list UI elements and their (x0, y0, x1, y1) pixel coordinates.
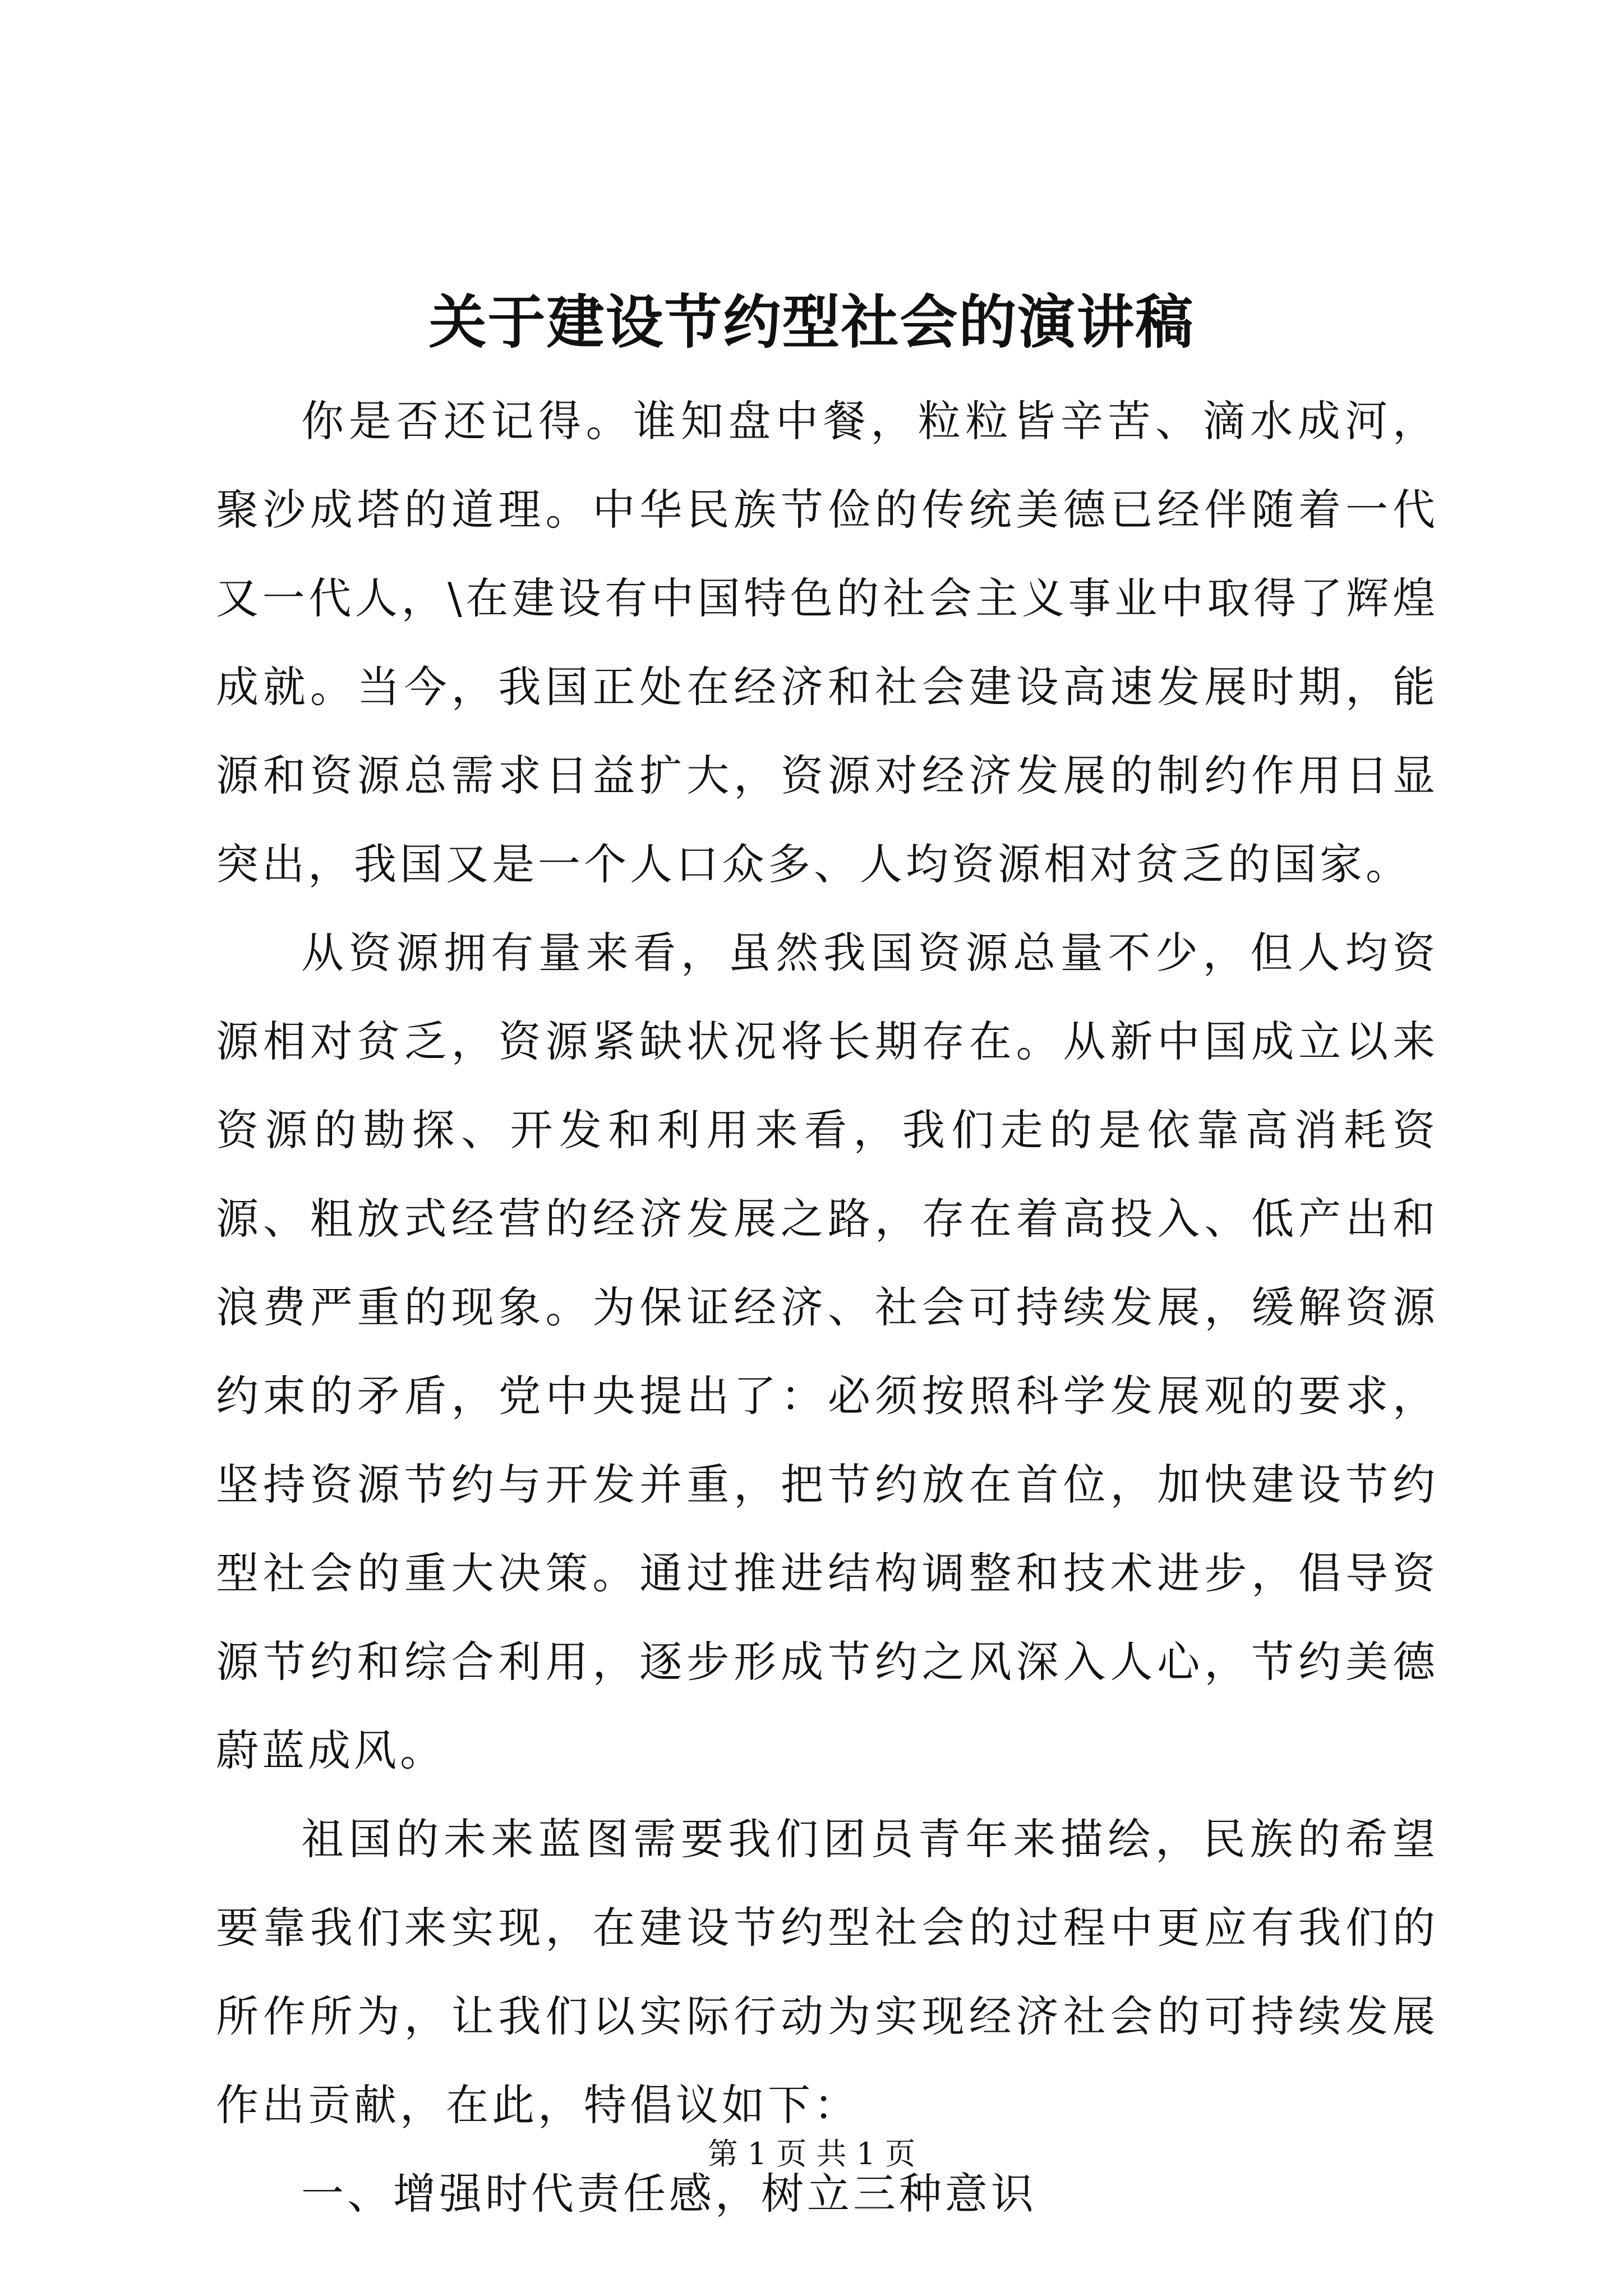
paragraph-2: 从资源拥有量来看，虽然我国资源总量不少，但人均资源相对贫乏，资源紧缺状况将长期存在。从新中国成立以来资源的勘探、开发和利用来看，我们走的是依靠高消耗资源、粗放式经营的经济发展之路，存在着高投入、低产出和浪费严重的现象。为保证经济、社会可持续发展，缓解资源约束的矛盾，党中央提出了：必须按照科学发展观的要求，坚持资源节约与开发并重，把节约放在首位，加快建设节约型社会的重大决策。通过推进结构调整和技术进步，倡导资源节约和综合利用，逐步形成节约之风深入人心，节约美德蔚蓝成风。 (216, 928, 1438, 1775)
paragraph-1: 你是否还记得。谁知盘中餐，粒粒皆辛苦、滴水成河，聚沙成塔的道理。中华民族节俭的传统美德已经伴随着一代又一代人，\在建设有中国特色的社会主义事业中取得了辉煌成就。当今，我国正处在经济和社会建设高速发展时期，能源和资源总需求日益扩大，资源对经济发展的制约作用日显突出，我国又是一个人口众多、人均资源相对贫乏的国家。 (216, 396, 1438, 889)
document-body (216, 377, 1438, 2238)
page-number-footer: 第 1 页 共 1 页 (707, 2136, 916, 2171)
document-title: 关于建设节约型社会的演讲稿 (428, 289, 1195, 356)
paragraph-3: 祖国的未来蓝图需要我们团员青年来描绘，民族的希望要靠我们来实现，在建设节约型社会的过程中更应有我们的所作所为，让我们以实际行动为实现经济社会的可持续发展作出贡献，在此，特倡议如下： (216, 1814, 1438, 2130)
paragraph-4: 一、增强时代责任感，树立三种意识 (301, 2169, 1037, 2219)
